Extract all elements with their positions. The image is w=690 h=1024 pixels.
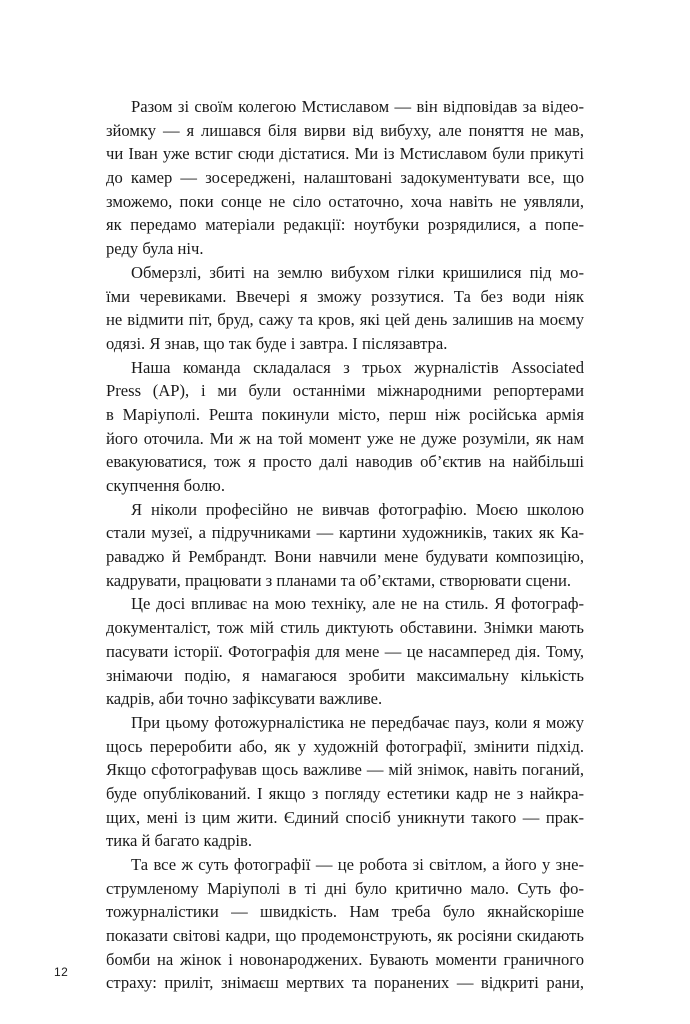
- paragraph: [106, 711, 584, 853]
- text-line: Обмерзлі, збиті на землю вибухом гілки кришилися під мо-: [131, 262, 584, 282]
- text-line: Та все ж суть фотографії — це робота зі світлом, а його у зне-: [131, 855, 584, 874]
- text-line: Це досі впливає на мою техніку, але не на стиль. Я фотограф-: [131, 594, 584, 614]
- text-line: Я ніколи професійно не вивчав фотографію. Моєю школою: [131, 499, 584, 519]
- text-line: реду була ніч.: [106, 239, 204, 259]
- paragraph: [106, 356, 584, 498]
- text-line: кадрів, аби точно зафіксувати важливе.: [106, 689, 383, 709]
- text-line: щось переробити або, як у художній фотографії, змінити підхід.: [106, 736, 584, 756]
- text-line: одязі. Я знав, що так буде і завтра. І післязавтра.: [106, 333, 448, 353]
- text-line: чи Іван уже встиг сюди дістатися. Ми із Мстиславом були прикуті: [106, 144, 584, 164]
- book-page-body: [106, 95, 584, 995]
- text-line: до камер — зосереджені, налаштовані задокументувати все, що: [106, 168, 584, 188]
- text-line: кадрувати, працювати з планами та об’єктами, створювати сцени.: [106, 570, 572, 590]
- paragraph: [106, 261, 584, 356]
- text-line: документаліст, тож мій стиль диктують обставини. Знімки мають: [106, 618, 584, 638]
- text-line: не відмити піт, бруд, сажу та кров, які цей день залишив на моєму: [106, 310, 584, 330]
- text-line: тожурналістики — швидкість. Нам треба було якнайскоріше: [106, 902, 584, 922]
- page-number: 12: [54, 965, 69, 979]
- text-line: знімаючи подію, я намагаюся зробити максимальну кількість: [106, 665, 584, 685]
- text-line: При цьому фотожурналістика не передбачає пауз, коли я можу: [131, 712, 584, 732]
- paragraph: [106, 853, 584, 995]
- text-line: в Маріуполі. Решта покинули місто, перш ніж російська армія: [106, 404, 584, 424]
- text-line: бомби на жінок і новонароджених. Бувають моменти граничного: [106, 949, 584, 969]
- text-line: Наша команда складалася з трьох журналістів Associated: [131, 357, 584, 377]
- text-line: тика й багато кадрів.: [106, 831, 253, 851]
- text-line: скупчення болю.: [106, 476, 225, 495]
- text-line: Якщо сфотографував щось важливе — мій знімок, навіть поганий,: [106, 760, 584, 780]
- text-line: раваджо й Рембрандт. Вони навчили мене будувати композицію,: [106, 547, 584, 567]
- text-line: страху: приліт, знімаєш мертвих та поранених — відкриті рани,: [106, 973, 584, 993]
- text-line: як передамо матеріали редакції: ноутбуки розрядилися, а попе-: [106, 215, 584, 235]
- text-line: буде опублікований. І якщо з погляду естетики кадр не з найкра-: [106, 783, 584, 803]
- paragraph: [106, 498, 584, 593]
- text-line: показати світові кадри, що продемонструють, як росіяни скидають: [106, 926, 584, 946]
- text-line: стали музеї, а підручниками — картини художників, таких як Ка-: [106, 523, 584, 543]
- text-line: евакуюватися, тож я просто далі наводив об’єктив на найбільші: [106, 452, 584, 472]
- paragraph: [106, 95, 584, 261]
- text-line: зможемо, поки сонце не сіло остаточно, хоча навіть не уявляли,: [106, 191, 584, 211]
- text-line: Press (AP), і ми були останніми міжнародними репортерами: [106, 381, 584, 401]
- paragraph: [106, 592, 584, 710]
- text-line: його оточила. Ми ж на той момент уже не дуже розуміли, як нам: [106, 428, 584, 448]
- text-line: зйомку — я лишався біля вирви від вибуху, але поняття не мав,: [106, 120, 584, 140]
- text-line: пасувати історії. Фотографія для мене — це насамперед дія. Тому,: [106, 641, 584, 661]
- text-line: щих, мені із цим жити. Єдиний спосіб уникнути такого — прак-: [106, 807, 584, 827]
- text-line: їми черевиками. Ввечері я зможу роззутися. Та без води ніяк: [106, 286, 584, 306]
- text-line: струмленому Маріуполі в ті дні було критично мало. Суть фо-: [106, 878, 584, 898]
- text-line: Разом зі своїм колегою Мстиславом — він відповідав за відео-: [131, 97, 584, 116]
